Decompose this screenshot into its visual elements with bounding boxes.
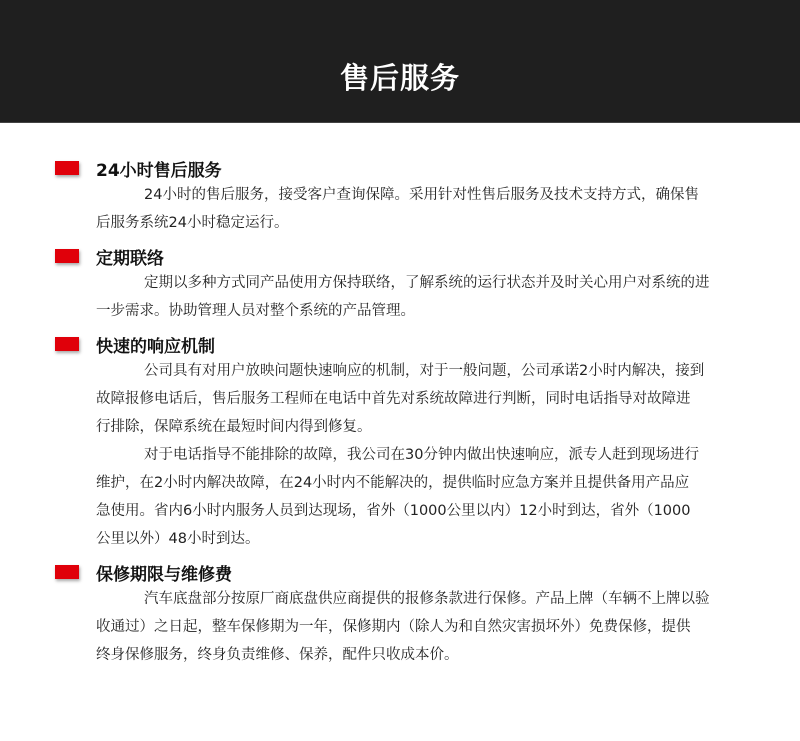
- section-heading: [55, 559, 800, 585]
- section: [0, 331, 800, 553]
- paragraph: [96, 441, 756, 553]
- section-heading: [55, 155, 800, 181]
- paragraph-line: 公司具有对用户放映问题快速响应的机制，对于一般问题，公司承诺2小时内解决，接到: [144, 363, 705, 379]
- red-square-bullet-icon: [55, 249, 79, 263]
- section: [0, 559, 800, 669]
- section: [0, 243, 800, 325]
- paragraph-line: 收通过）之日起，整车保修期为一年，保修期内（除人为和自然灾害损坏外）免费保修，提供: [96, 619, 691, 635]
- content: [0, 123, 800, 669]
- page-header: [0, 0, 800, 123]
- paragraph-line: 故障报修电话后，售后服务工程师在电话中首先对系统故障进行判断，同时电话指导对故障进: [96, 391, 691, 407]
- red-square-bullet-icon: [55, 161, 79, 175]
- paragraph-line: 行排除，保障系统在最短时间内得到修复。: [96, 419, 372, 435]
- paragraph-line: 对于电话指导不能排除的故障，我公司在30分钟内做出快速响应，派专人赶到现场进行: [144, 447, 699, 463]
- paragraph-line: 后服务系统24小时稳定运行。: [96, 215, 289, 231]
- paragraph-line: 一步需求。协助管理人员对整个系统的产品管理。: [96, 303, 415, 319]
- section-heading: [55, 331, 800, 357]
- paragraph-line: 24小时的售后服务，接受客户查询保障。采用针对性售后服务及技术支持方式，确保售: [144, 187, 699, 203]
- paragraph-line: 汽车底盘部分按原厂商底盘供应商提供的报修条款进行保修。产品上牌（车辆不上牌以验: [144, 591, 710, 607]
- page-title: 售后服务: [339, 61, 460, 95]
- paragraph: [96, 585, 756, 669]
- section-heading-text: 快速的响应机制: [96, 336, 215, 357]
- paragraph-line: 终身保修服务，终身负责维修、保养，配件只收成本价。: [96, 647, 459, 663]
- red-square-bullet-icon: [55, 337, 79, 351]
- paragraph-line: 公里以外）48小时到达。: [96, 531, 260, 547]
- section-heading: [55, 243, 800, 269]
- section-heading-text: 保修期限与维修费: [96, 564, 232, 585]
- section-heading-text: 定期联络: [96, 248, 164, 269]
- section-heading-text: 24小时售后服务: [96, 160, 222, 181]
- paragraph-line: 维护，在2小时内解决故障，在24小时内不能解决的，提供临时应急方案并且提供备用产品应: [96, 475, 690, 491]
- paragraph-line: 急使用。省内6小时内服务人员到达现场，省外（1000公里以内）12小时到达，省外（1000: [96, 503, 691, 519]
- paragraph: [96, 181, 756, 237]
- red-square-bullet-icon: [55, 565, 79, 579]
- section: [0, 155, 800, 237]
- paragraph: [96, 269, 756, 325]
- paragraph-line: 定期以多种方式同产品使用方保持联络，了解系统的运行状态并及时关心用户对系统的进: [144, 275, 710, 291]
- paragraph: [96, 357, 756, 441]
